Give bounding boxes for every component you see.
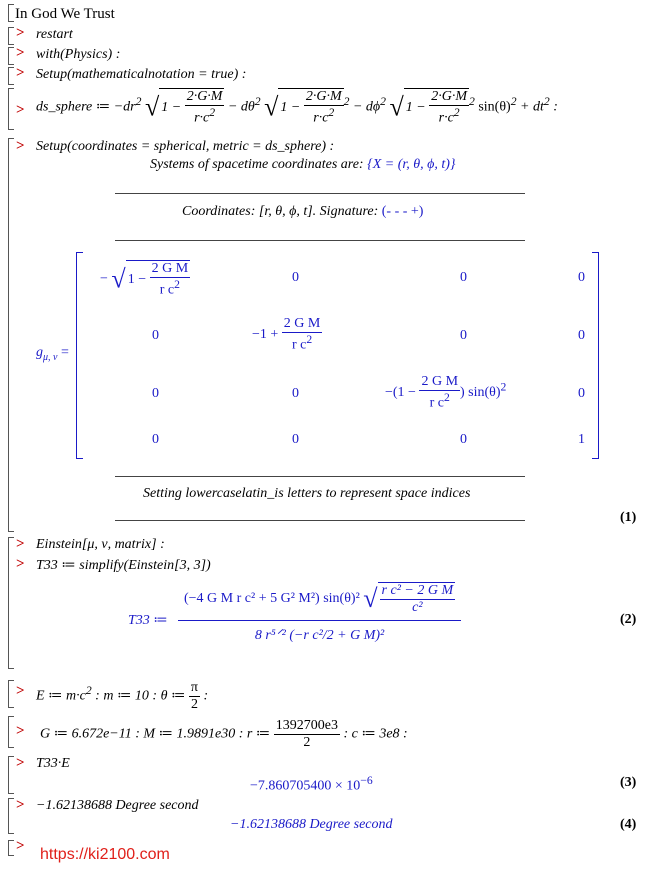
watermark-link[interactable]: https://ki2100.com — [40, 846, 170, 863]
group-bracket — [8, 47, 14, 65]
t33-lhs: T33 ≔ — [128, 613, 168, 628]
matrix-cell: 0 — [292, 270, 299, 285]
output-systems — [150, 157, 456, 173]
group-bracket — [8, 537, 14, 669]
frac-den: r·c — [313, 110, 329, 126]
prompt-marker[interactable]: > — [16, 25, 25, 41]
matrix-cell: 0 — [292, 432, 299, 447]
frac-num: 2·G·M — [186, 89, 223, 104]
matrix-cell: 0 — [578, 270, 585, 285]
matrix-cell: 0 — [152, 328, 159, 343]
prompt-marker[interactable]: > — [16, 138, 25, 154]
equation-label: (1) — [620, 510, 637, 525]
matrix-cell: 0 — [460, 432, 467, 447]
output-coordinates — [182, 204, 423, 220]
divider — [115, 476, 525, 477]
input-setup-notation[interactable]: Setup(mathematicalnotation = true) : — [36, 67, 247, 82]
matrix-cell: − √ 1 − $\frac{\text{2 G M}}{r c^2}$ — [100, 261, 189, 298]
input-degree-second[interactable]: −1.62138688 Degree second — [36, 798, 199, 813]
input-constants[interactable]: G ≔ 6.672e−11 : M ≔ 1.9891e30 : r ≔ $\frac{1392700e3}{2}$ : c ≔ 3e8 : — [40, 718, 408, 750]
prompt-marker[interactable]: > — [16, 45, 25, 61]
input-ds-sphere[interactable]: ds_sphere ≔ $-dr^2$ √ 1 − $\frac{2\cdot G\cdot M}{r\cdot c^2}$ − $d\theta^2$ √ 1 − $\frac{2\cdot G\cdot M}{r\cdot c^2}$ $^2 - d\phi^2$ √ 1 − $\frac{2\cdot G\cdot M}{r\cdot c^2}$ $^2$ $\sin(\theta)^2 + dt^2$ : — [36, 89, 558, 126]
input-setup-coordinates[interactable]: Setup(coordinates = spherical, metric = ds_sphere) : — [36, 139, 335, 154]
systems-text: Systems of spacetime coordinates are: — [150, 157, 368, 172]
output-t33-times-e: $-7.860705400 \times 10^{-6}$ — [250, 774, 373, 794]
matrix-cell: 1 — [578, 432, 585, 447]
prompt-marker[interactable]: > — [16, 797, 25, 813]
equation-label: (4) — [620, 817, 637, 832]
frac-num: 2·G·M — [431, 89, 468, 104]
input-t33-times-e[interactable]: T33·E — [36, 756, 70, 771]
equation-label: (3) — [620, 775, 637, 790]
frac-num: 2·G·M — [305, 89, 342, 104]
g-symbol: g — [36, 345, 43, 360]
group-bracket — [8, 716, 14, 748]
t33-fraction: (−4 G M r c² + 5 G² M²) sin(θ)² √ $\frac{\text{r c² − 2 G M}}{\text{c²}}$ 8 r⁵ᐟ² (−r c²/2 + G M)² — [178, 582, 461, 644]
g-subscript: μ, ν — [43, 351, 58, 363]
coords-text: Coordinates: [r, θ, ϕ, t]. Signature: — [182, 204, 382, 219]
group-bracket — [8, 680, 14, 708]
divider — [115, 193, 525, 194]
section-bracket — [8, 4, 14, 22]
matrix-cell: 0 — [460, 328, 467, 343]
group-bracket — [8, 27, 14, 45]
matrix-cell: −(1 − $\frac{\text{2 G M}}{r c^2}$ ) $\sin(\theta)^2$ — [385, 374, 507, 411]
group-bracket — [8, 798, 14, 834]
document-title: In God We Trust — [15, 6, 115, 22]
group-bracket — [8, 840, 14, 856]
divider — [115, 240, 525, 241]
prompt-marker[interactable]: > — [16, 755, 25, 771]
frac-den: r·c — [438, 110, 454, 126]
matrix-cell: 0 — [578, 386, 585, 401]
matrix-left-bracket — [76, 252, 83, 459]
input-with-physics[interactable]: with(Physics) : — [36, 47, 121, 62]
matrix-cell: 0 — [152, 432, 159, 447]
prompt-marker[interactable]: > — [16, 683, 25, 699]
divider — [115, 520, 525, 521]
group-bracket — [8, 88, 14, 130]
input-restart[interactable]: restart — [36, 27, 73, 42]
group-bracket — [8, 756, 14, 794]
frac-den: r·c — [194, 110, 210, 126]
output-degree-second: −1.62138688 Degree second — [230, 817, 393, 832]
matrix-cell: −1 + $\frac{\text{2 G M}}{r c^2}$ — [252, 316, 321, 353]
prompt-marker[interactable]: > — [16, 723, 25, 739]
group-bracket — [8, 67, 14, 85]
ds-lhs: ds_sphere ≔ −dr — [36, 99, 136, 115]
input-einstein[interactable]: Einstein[μ, ν, matrix] : — [36, 537, 165, 552]
group-bracket — [8, 138, 14, 532]
systems-value: {X = (r, θ, ϕ, t)} — [367, 157, 456, 172]
matrix-cell: 0 — [292, 386, 299, 401]
prompt-marker[interactable]: > — [16, 102, 25, 118]
signature-value: (- - - +) — [381, 204, 424, 219]
input-t33[interactable]: T33 ≔ simplify(Einstein[3, 3]) — [36, 558, 211, 573]
matrix-cell: 0 — [152, 386, 159, 401]
input-energy[interactable]: E ≔ $m\cdot c^2$ : m ≔ 10 : θ ≔ $\frac{\pi}{2}$ : — [36, 680, 209, 712]
prompt-marker[interactable]: > — [16, 65, 25, 81]
prompt-marker[interactable]: > — [16, 838, 25, 854]
output-lowercase: Setting lowercaselatin_is letters to represent space indices — [143, 486, 471, 501]
prompt-marker[interactable]: > — [16, 556, 25, 572]
metric-label: $g_{\mu, \nu}$ = — [36, 345, 69, 363]
matrix-right-bracket — [592, 252, 599, 459]
matrix-cell: 0 — [460, 270, 467, 285]
matrix-cell: 0 — [578, 328, 585, 343]
equation-label: (2) — [620, 612, 637, 627]
prompt-marker[interactable]: > — [16, 536, 25, 552]
